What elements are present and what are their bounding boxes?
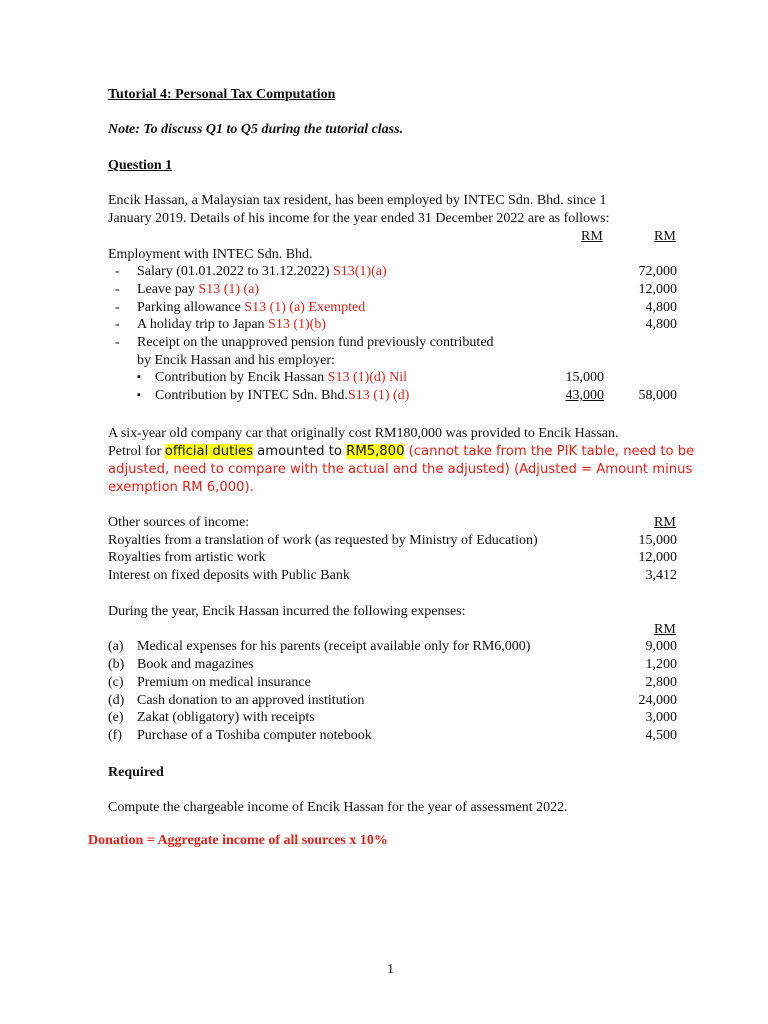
expense-value: 2,800 (645, 675, 677, 690)
employment-item-value: 4,800 (645, 300, 677, 315)
dash-bullet: - (115, 317, 120, 332)
car-line-2 (108, 443, 694, 460)
highlight-petrol-amount: RM5,800 (346, 444, 405, 459)
expense-letter: (e) (108, 710, 124, 725)
donation-note: Donation = Aggregate income of all sources x 10% (88, 833, 388, 848)
car-line-1: A six-year old company car that originally cost RM180,000 was provided to Encik Hassan. (108, 426, 619, 441)
contribution-label: Contribution by Encik Hassan (155, 370, 325, 385)
pension-line-2: by Encik Hassan and his employer: (137, 353, 335, 368)
expense-label: Zakat (obligatory) with receipts (137, 710, 315, 725)
rm-column-header-3: RM (654, 515, 676, 530)
dash-bullet: - (115, 282, 120, 297)
intro-line-2: January 2019. Details of his income for the year ended 31 December 2022 are as follows: (108, 211, 610, 226)
employment-item-label: Parking allowance (137, 300, 241, 315)
expense-value: 1,200 (645, 657, 677, 672)
employment-item-label: A holiday trip to Japan (137, 317, 265, 332)
expense-value: 9,000 (645, 639, 677, 654)
expense-label: Medical expenses for his parents (receipt available only for RM6,000) (137, 639, 531, 654)
employment-item-label: Salary (01.01.2022 to 31.12.2022) (137, 264, 330, 279)
employment-item-value: 72,000 (638, 264, 677, 279)
dash-bullet: - (115, 264, 120, 279)
expense-letter: (c) (108, 675, 124, 690)
car-text: Petrol for (108, 444, 165, 459)
tax-section-note: S13 (1)(b) (268, 317, 326, 332)
expenses-intro: During the year, Encik Hassan incurred the following expenses: (108, 604, 466, 619)
question-heading: Question 1 (108, 158, 173, 173)
car-adjustment-note: adjusted, need to compare with the actual and the adjusted) (Adjusted = Amount minus (108, 462, 693, 477)
square-bullet-icon: ▪ (137, 371, 141, 383)
required-text: Compute the chargeable income of Encik Hassan for the year of assessment 2022. (108, 800, 568, 815)
employment-item-value: 4,800 (645, 317, 677, 332)
pension-line-1: Receipt on the unapproved pension fund previously contributed (137, 335, 494, 350)
required-heading: Required (108, 765, 164, 780)
other-income-label: Royalties from a translation of work (as requested by Ministry of Education) (108, 533, 538, 548)
intro-line-1: Encik Hassan, a Malaysian tax resident, has been employed by INTEC Sdn. Bhd. since 1 (108, 193, 607, 208)
expense-value: 24,000 (638, 693, 677, 708)
tax-section-note: S13 (1) (a) Exempted (244, 300, 366, 315)
rm-column-header-2: RM (654, 229, 676, 244)
employment-item-value: 12,000 (638, 282, 677, 297)
employment-heading: Employment with INTEC Sdn. Bhd. (108, 247, 313, 262)
page-number: 1 (387, 962, 394, 977)
expense-letter: (d) (108, 693, 125, 708)
page-title: Tutorial 4: Personal Tax Computation (108, 87, 336, 102)
expense-letter: (f) (108, 728, 122, 743)
tutorial-note: Note: To discuss Q1 to Q5 during the tutorial class. (108, 122, 404, 137)
dash-bullet: - (115, 300, 120, 315)
other-income-label: Interest on fixed deposits with Public Bank (108, 568, 350, 583)
dash-bullet: - (115, 335, 120, 350)
contribution-sub-value: 43,000 (565, 388, 604, 403)
contribution-label: Contribution by INTEC Sdn. Bhd. (155, 388, 348, 403)
expense-letter: (a) (108, 639, 124, 654)
rm-column-header-4: RM (654, 622, 676, 637)
expense-value: 3,000 (645, 710, 677, 725)
rm-column-header-1: RM (581, 229, 603, 244)
contribution-sub-value: 15,000 (565, 370, 604, 385)
other-income-value: 15,000 (638, 533, 677, 548)
highlight-official-duties: official duties (164, 444, 253, 459)
car-adjustment-note: (cannot take from the PIK table, need to be (404, 444, 695, 459)
tax-section-note: S13(1)(a) (332, 264, 387, 279)
expense-label: Book and magazines (137, 657, 254, 672)
employment-item-label: Leave pay (137, 282, 195, 297)
tax-section-note: S13 (1) (d) (347, 388, 410, 403)
square-bullet-icon: ▪ (137, 389, 141, 401)
other-income-value: 12,000 (638, 550, 677, 565)
other-income-value: 3,412 (645, 568, 677, 583)
other-income-heading: Other sources of income: (108, 515, 250, 530)
expense-label: Cash donation to an approved institution (137, 693, 365, 708)
tax-section-note: S13 (1)(d) Nil (327, 370, 407, 385)
other-income-label: Royalties from artistic work (108, 550, 266, 565)
contribution-total-value: 58,000 (638, 388, 677, 403)
expense-label: Purchase of a Toshiba computer notebook (137, 728, 372, 743)
car-text: amounted to (252, 444, 347, 459)
expense-label: Premium on medical insurance (137, 675, 311, 690)
tax-section-note: S13 (1) (a) (198, 282, 260, 297)
expense-value: 4,500 (645, 728, 677, 743)
expense-letter: (b) (108, 657, 125, 672)
car-adjustment-note: exemption RM 6,000). (108, 480, 254, 495)
